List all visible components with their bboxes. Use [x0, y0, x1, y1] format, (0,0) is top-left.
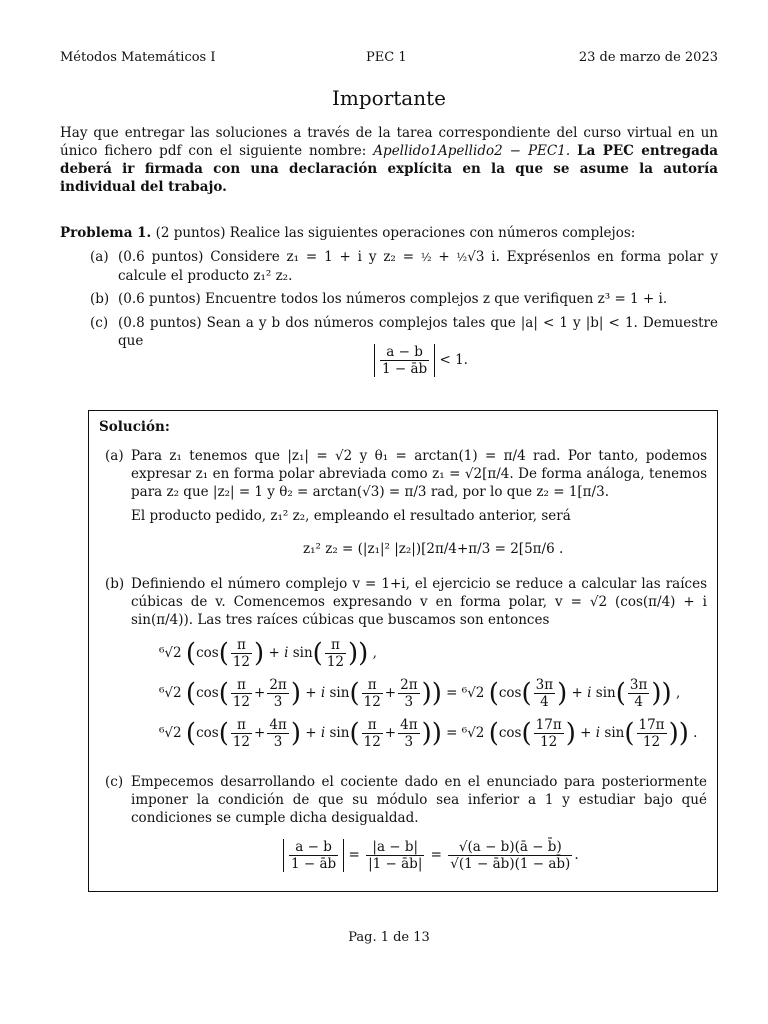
course-name: Métodos Matemáticos I	[60, 50, 216, 65]
solution-box	[88, 410, 718, 892]
date-label: 23 de marzo de 2023	[578, 50, 718, 65]
document-page	[60, 0, 718, 1024]
intro-paragraph: Hay que entregar las soluciones a través de la tarea correspondiente del curso virtual en un único fichero pdf con el siguiente nombre: Apellido1Apellido2 − PEC1. La PEC entregada deberá ir firmada con una declaración explícita en la que se asume la autoría individual del trabajo.	[60, 125, 719, 195]
cube-root-2: ⁶√2 (cos( $\frac{\pi}{12}$ + $\frac{2\pi}{3}$ ) + i sin( $\frac{\pi}{12}$ + $\frac{2\pi}{3}$ )) = ⁶√2 (cos( $\frac{3\pi}{4}$ ) + i sin( $\frac{3\pi}{4}$ )) ,	[159, 677, 681, 710]
inequality: $\frac{a - b}{1 - āb}$ < 1.	[374, 344, 468, 377]
problem-text: Realice las siguientes operaciones con números complejos:	[229, 225, 636, 241]
solution-item-c: (c) Empecemos desarrollando el cociente dado en el enunciado para posteriormente imponer la condición de que su módulo sea inferior a 1 y estudiar bajo qué condiciones se cumple dicha desigualdad.	[105, 774, 707, 826]
pec-label: PEC 1	[366, 50, 407, 65]
filename: Apellido1Apellido2 − PEC1	[373, 143, 566, 159]
page-title: Importante	[332, 86, 446, 110]
solution-a-equation: z₁² z₂ = (|z₁|² |z₂|)[2π/4+π/3 = 2[5π/6 .	[303, 541, 564, 557]
problem-statement	[60, 224, 718, 242]
solution-c-equation: $\frac{a - b}{1 - āb}$ = $\frac{|a - b|}{|1 - āb|}$ = $\frac{√(a - b)(ā - b̄)}{√(1 - āb)(1 - ab̄)}$ .	[283, 839, 579, 872]
cube-root-1: ⁶√2 (cos( $\frac{\pi}{12}$ ) + i sin( $\frac{\pi}{12}$ )) ,	[159, 637, 377, 670]
solution-item-b: (b) Definiendo el número complejo v = 1+i, el ejercicio se reduce a calcular las raíces cúbicas de v. Comencemos expresando v en forma polar, v = √2 (cos(π/4) + i sin(π/4)). Las tres raíces cúbicas que buscamos son entonces	[105, 576, 707, 628]
page-footer: Pag. 1 de 13	[348, 930, 430, 945]
solution-title: Solución:	[99, 419, 170, 435]
solution-item-a: (a) Para z₁ tenemos que |z₁| = √2 y θ₁ = arctan(1) = π/4 rad. Por tanto, podemos expresar z₁ en forma polar abreviada como z₁ = √2[π/4. De forma análoga, tenemos para z₂ que |z₂| = 1 y θ₂ = arctan(√3) = π/3 rad, por lo que z₂ = 1[π/3. El producto pedido, z₁² z₂, empleando el resultado anterior, será	[105, 448, 707, 524]
problem-item-b: (b) (0.6 puntos) Encuentre todos los números complejos z que verifiquen z³ = 1 + i.	[90, 291, 668, 307]
problem-points: (2 puntos)	[155, 225, 226, 241]
problem-item-c: (c) (0.8 puntos) Sean a y b dos números complejos tales que |a| < 1 y |b| < 1. Demuestre que	[90, 315, 718, 349]
page-header	[60, 50, 718, 70]
signature-notice: La PEC entregada deberá ir firmada con una declaración explícita en la que se asume la autoría individual del trabajo.	[60, 143, 719, 195]
problem-label: Problema 1.	[60, 225, 152, 241]
cube-root-3: ⁶√2 (cos( $\frac{\pi}{12}$ + $\frac{4\pi}{3}$ ) + i sin( $\frac{\pi}{12}$ + $\frac{4\pi}{3}$ )) = ⁶√2 (cos( $\frac{17\pi}{12}$ ) + i sin( $\frac{17\pi}{12}$ )) .	[159, 717, 698, 750]
problem-item-a: (a) (0.6 puntos) Considere z₁ = 1 + i y z₂ = ½ + ½√3 i. Exprésenlos en forma polar y calcule el producto z₁² z₂.	[90, 249, 718, 284]
